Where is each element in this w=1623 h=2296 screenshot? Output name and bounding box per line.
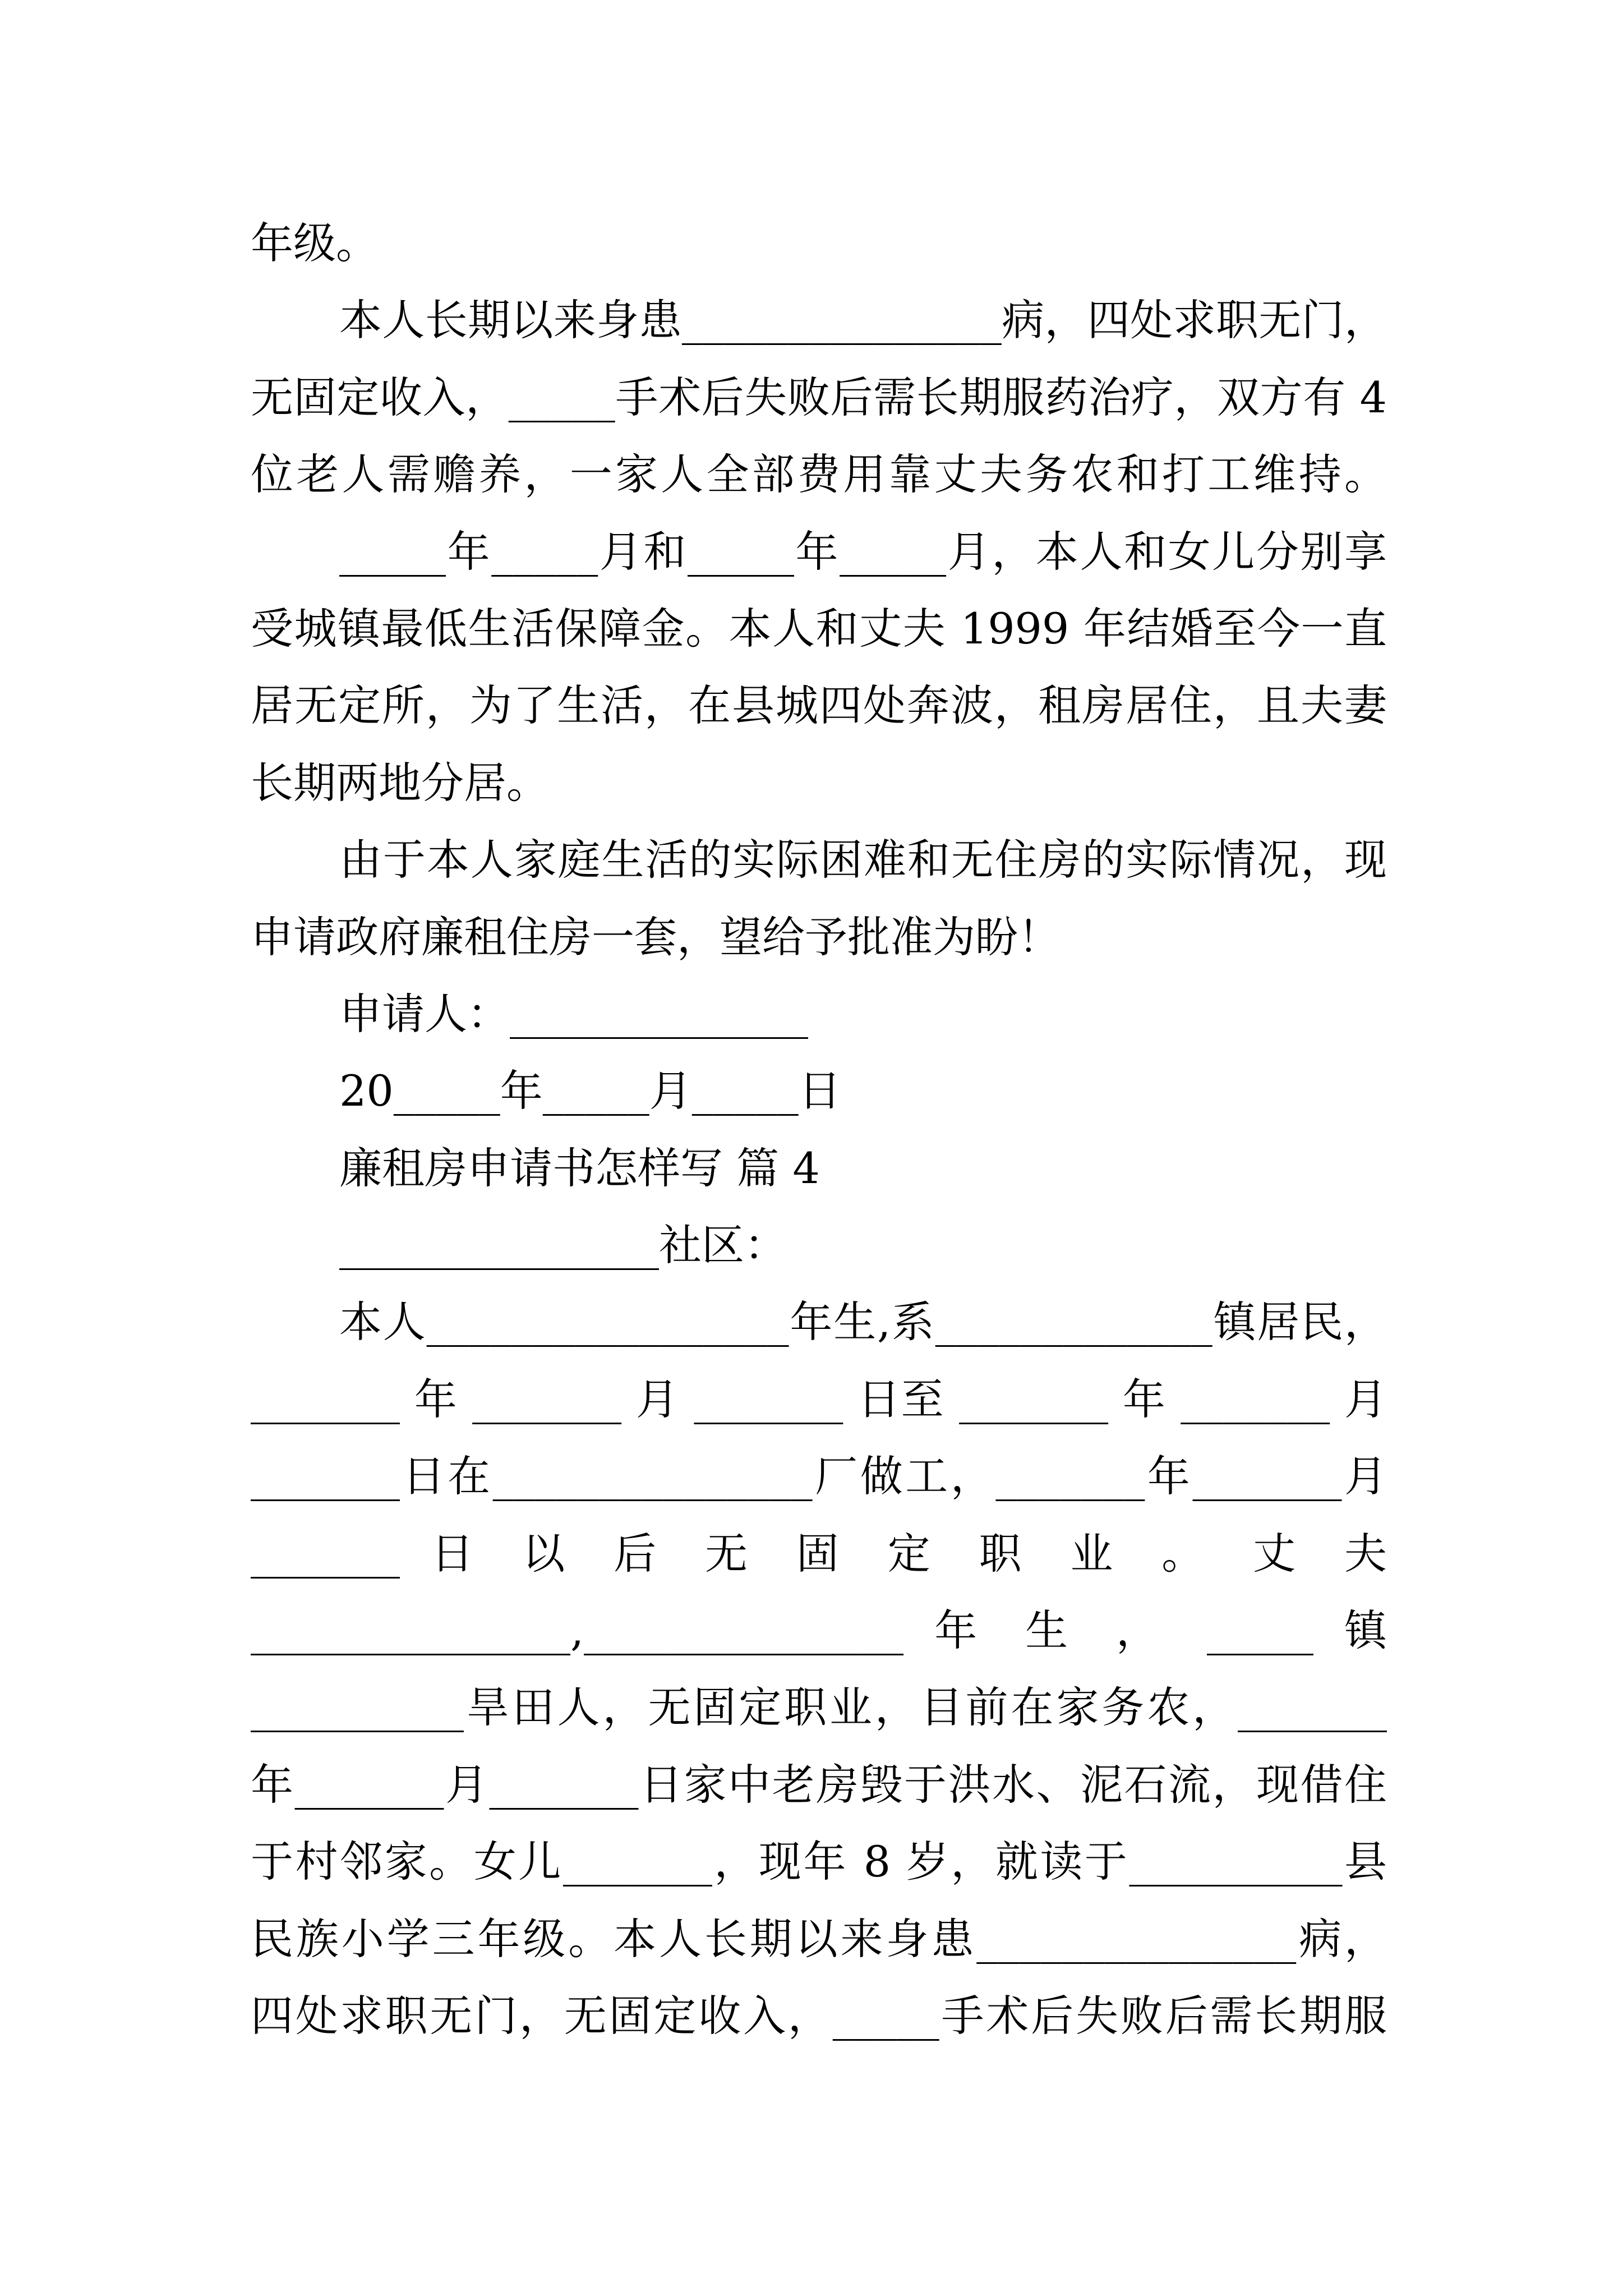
paragraph-request [251, 821, 1387, 976]
fill-in-blank: _____ [687, 526, 794, 577]
fill-in-blank: _______________ [584, 1605, 904, 1656]
text-line: 年_______月_______日家中老房毁于洪水、泥石流，现借住 [251, 1746, 1387, 1823]
fill-in-blank: _______________ [251, 1605, 570, 1656]
fill-in-blank: _____ [691, 1066, 799, 1116]
fill-in-blank: _________________ [426, 1297, 789, 1347]
fill-in-blank: _______ [1192, 1451, 1342, 1502]
text-line: 无固定收入，_____手术后失败后需长期服药治疗，双方有 4 [251, 359, 1387, 436]
text-line: 位老人需赡养，一家人全部费用靠丈夫务农和打工维持。 [251, 449, 1387, 500]
fill-in-blank: _______ [251, 1528, 400, 1579]
fill-in-blank: _____ [491, 526, 598, 577]
text-line: _______________,_______________ 年 生 ， _____ 镇 [251, 1592, 1387, 1669]
text-line: 长期两地分居。 [251, 757, 549, 808]
text-line: 于村邻家。女儿_______，现年 8 岁，就读于__________县 [251, 1823, 1387, 1900]
text-line: _______ 年 _______ 月 _______ 日至 _______ 年 _______ 月 [251, 1361, 1387, 1438]
text-line: 申请政府廉租住房一套，望给予批准为盼！ [251, 912, 1061, 962]
fill-in-blank: _______________ [339, 1220, 659, 1271]
fill-in-blank: _______ [472, 1374, 622, 1424]
fill-in-blank: _____ [393, 1066, 500, 1116]
fill-in-blank: _______ [959, 1374, 1109, 1424]
letter4-body [251, 1283, 1387, 2054]
fill-in-blank: _______ [294, 1759, 444, 1810]
paragraph-illness [251, 282, 1387, 513]
date-line: 20_____年_____月_____日 [251, 1052, 1387, 1129]
text-line: 居无定所，为了生活，在县城四处奔波，租房居住，且夫妻 [251, 680, 1387, 731]
fill-in-blank: _____ [840, 526, 947, 577]
fill-in-blank: _______________ [681, 295, 1002, 346]
text-line: _______ 日 以 后 无 固 定 职 业 。 丈 夫 [251, 1515, 1387, 1592]
fill-in-blank: _____ [542, 1066, 649, 1116]
text-line: 年级。 [251, 218, 379, 268]
text-line: _______日在_______________厂做工，_______年_______月 [251, 1438, 1387, 1515]
fill-in-blank: _____ [508, 372, 615, 422]
fill-in-blank: __________ [251, 1682, 464, 1733]
text-line: 由于本人家庭生活的实际困难和无住房的实际情况，现 [339, 835, 1387, 885]
applicant-signature-line: 申请人：______________ [251, 976, 1387, 1052]
fill-in-blank: _______ [251, 1451, 400, 1502]
paragraph-tail [251, 205, 1387, 282]
fill-in-blank: _______ [1181, 1374, 1330, 1424]
fill-in-blank: _______ [995, 1451, 1145, 1502]
fill-in-blank: _____________ [935, 1297, 1212, 1347]
text-line: 本人_________________年生,系_____________镇居民， [251, 1283, 1387, 1360]
text-line: 受城镇最低生活保障金。本人和丈夫 1999 年结婚至今一直 [251, 603, 1387, 654]
fill-in-blank: _____ [1206, 1605, 1313, 1656]
fill-in-blank: __________ [1129, 1837, 1343, 1887]
text-line: __________旱田人，无固定职业，目前在家务农，_______ [251, 1669, 1387, 1746]
text-line: 四处求职无门，无固定收入，_____手术后失败后需长期服 [251, 1977, 1387, 2054]
fill-in-blank: _______ [694, 1374, 843, 1424]
text-line: 民族小学三年级。本人长期以来身患_______________病， [251, 1901, 1387, 1977]
addressee-line: _______________社区： [251, 1207, 1387, 1283]
fill-in-blank: _____ [339, 526, 446, 577]
fill-in-blank: _______ [251, 1374, 400, 1424]
paragraph-subsidy [251, 513, 1387, 822]
fill-in-blank: ______________ [510, 988, 808, 1039]
fill-in-blank: _______________ [492, 1451, 813, 1502]
fill-in-blank: _______ [489, 1759, 639, 1810]
fill-in-blank: _______________ [976, 1913, 1297, 1964]
text-line: _____年_____月和_____年_____月，本人和女儿分别享 [251, 513, 1387, 590]
text-line: 本人长期以来身患_______________病，四处求职无门， [251, 282, 1387, 358]
section-heading: 廉租房申请书怎样写 篇 4 [339, 1143, 820, 1193]
document-body [251, 205, 1387, 2054]
fill-in-blank: _____ [832, 1990, 939, 2041]
fill-in-blank: _______ [562, 1837, 712, 1887]
fill-in-blank: _______ [1238, 1682, 1387, 1733]
